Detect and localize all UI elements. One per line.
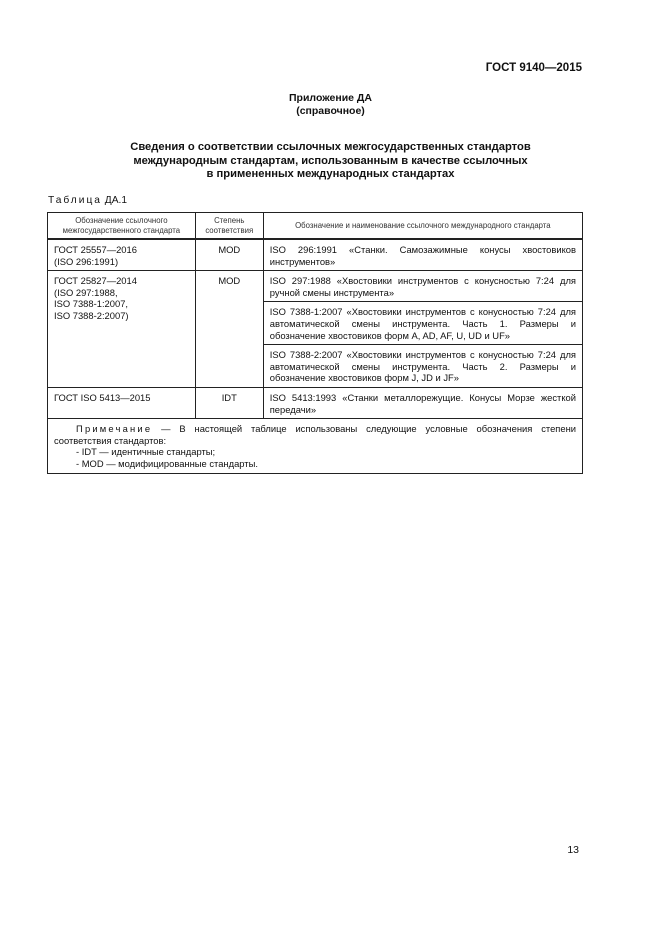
table-caption <box>48 195 127 206</box>
note-label: Примечание <box>76 423 153 435</box>
cell-international-standard: ISO 296:1991 «Станки. Самозажимные конусы хвостовиков инструментов» <box>263 239 582 271</box>
cell-international-standard: ISO 5413:1993 «Станки металлорежущие. Конусы Морзе жесткой передачи» <box>263 387 582 418</box>
document-code: ГОСТ 9140—2015 <box>485 62 582 74</box>
table-row <box>48 387 583 418</box>
appendix-title: Приложение ДА <box>289 92 372 104</box>
cell-degree: MOD <box>195 271 263 388</box>
header-col-reference-standard: Обозначение ссылочного межгосударственного стандарта <box>48 213 196 240</box>
cell-reference-standard: ГОСТ ISO 5413—2015 <box>48 387 196 418</box>
table-note <box>48 419 583 473</box>
cell-international-standard: ISO 7388-2:2007 «Хвостовики инструментов с конусностью 7:24 для автоматической смены инструмента. Часть 2. Размеры и обозначение хвостовиков форм J, JD и JF» <box>263 345 582 388</box>
table-row <box>48 239 583 271</box>
correspondence-table <box>47 212 583 474</box>
section-title-line1: Сведения о соответствии ссылочных межгосударственных стандартов <box>130 141 531 153</box>
header-col-international-standard: Обозначение и наименование ссылочного международного стандарта <box>263 213 582 240</box>
cell-degree: MOD <box>195 239 263 271</box>
cell-reference-standard: ГОСТ 25827—2014 (ISO 297:1988, ISO 7388-1:2007, ISO 7388-2:2007) <box>48 271 196 388</box>
table-header-row <box>48 213 583 240</box>
appendix-heading <box>0 92 661 118</box>
cell-international-standard: ISO 297:1988 «Хвостовики инструментов с конусностью 7:24 для ручной смены инструмента» <box>263 271 582 302</box>
table-note-row <box>48 419 583 473</box>
table-row <box>48 271 583 302</box>
header-col-degree: Степень соответствия <box>195 213 263 240</box>
table-caption-word: Таблица <box>48 195 102 206</box>
note-text: — В настоящей таблице использованы следующие условные обозначения степени соответствия стандартов: <box>54 423 576 446</box>
section-title <box>0 141 661 182</box>
table-caption-number: ДА.1 <box>104 195 127 206</box>
section-title-line2: международным стандартам, использованным в качестве ссылочных <box>133 154 528 167</box>
cell-international-standard: ISO 7388-1:2007 «Хвостовики инструментов с конусностью 7:24 для автоматической смены инструмента. Часть 1. Размеры и обозначение хвостовиков форм A, AD, AF, U, UD и UF» <box>263 302 582 345</box>
page-number: 13 <box>567 844 579 856</box>
appendix-subtitle: (справочное) <box>296 105 365 117</box>
cell-degree: IDT <box>195 387 263 418</box>
note-item-idt: - IDT — идентичные стандарты; <box>76 446 216 458</box>
note-item-mod: - MOD — модифицированные стандарты. <box>76 457 258 469</box>
cell-reference-standard: ГОСТ 25557—2016 (ISO 296:1991) <box>48 239 196 271</box>
section-title-line3: в примененных международных стандартах <box>206 168 455 180</box>
